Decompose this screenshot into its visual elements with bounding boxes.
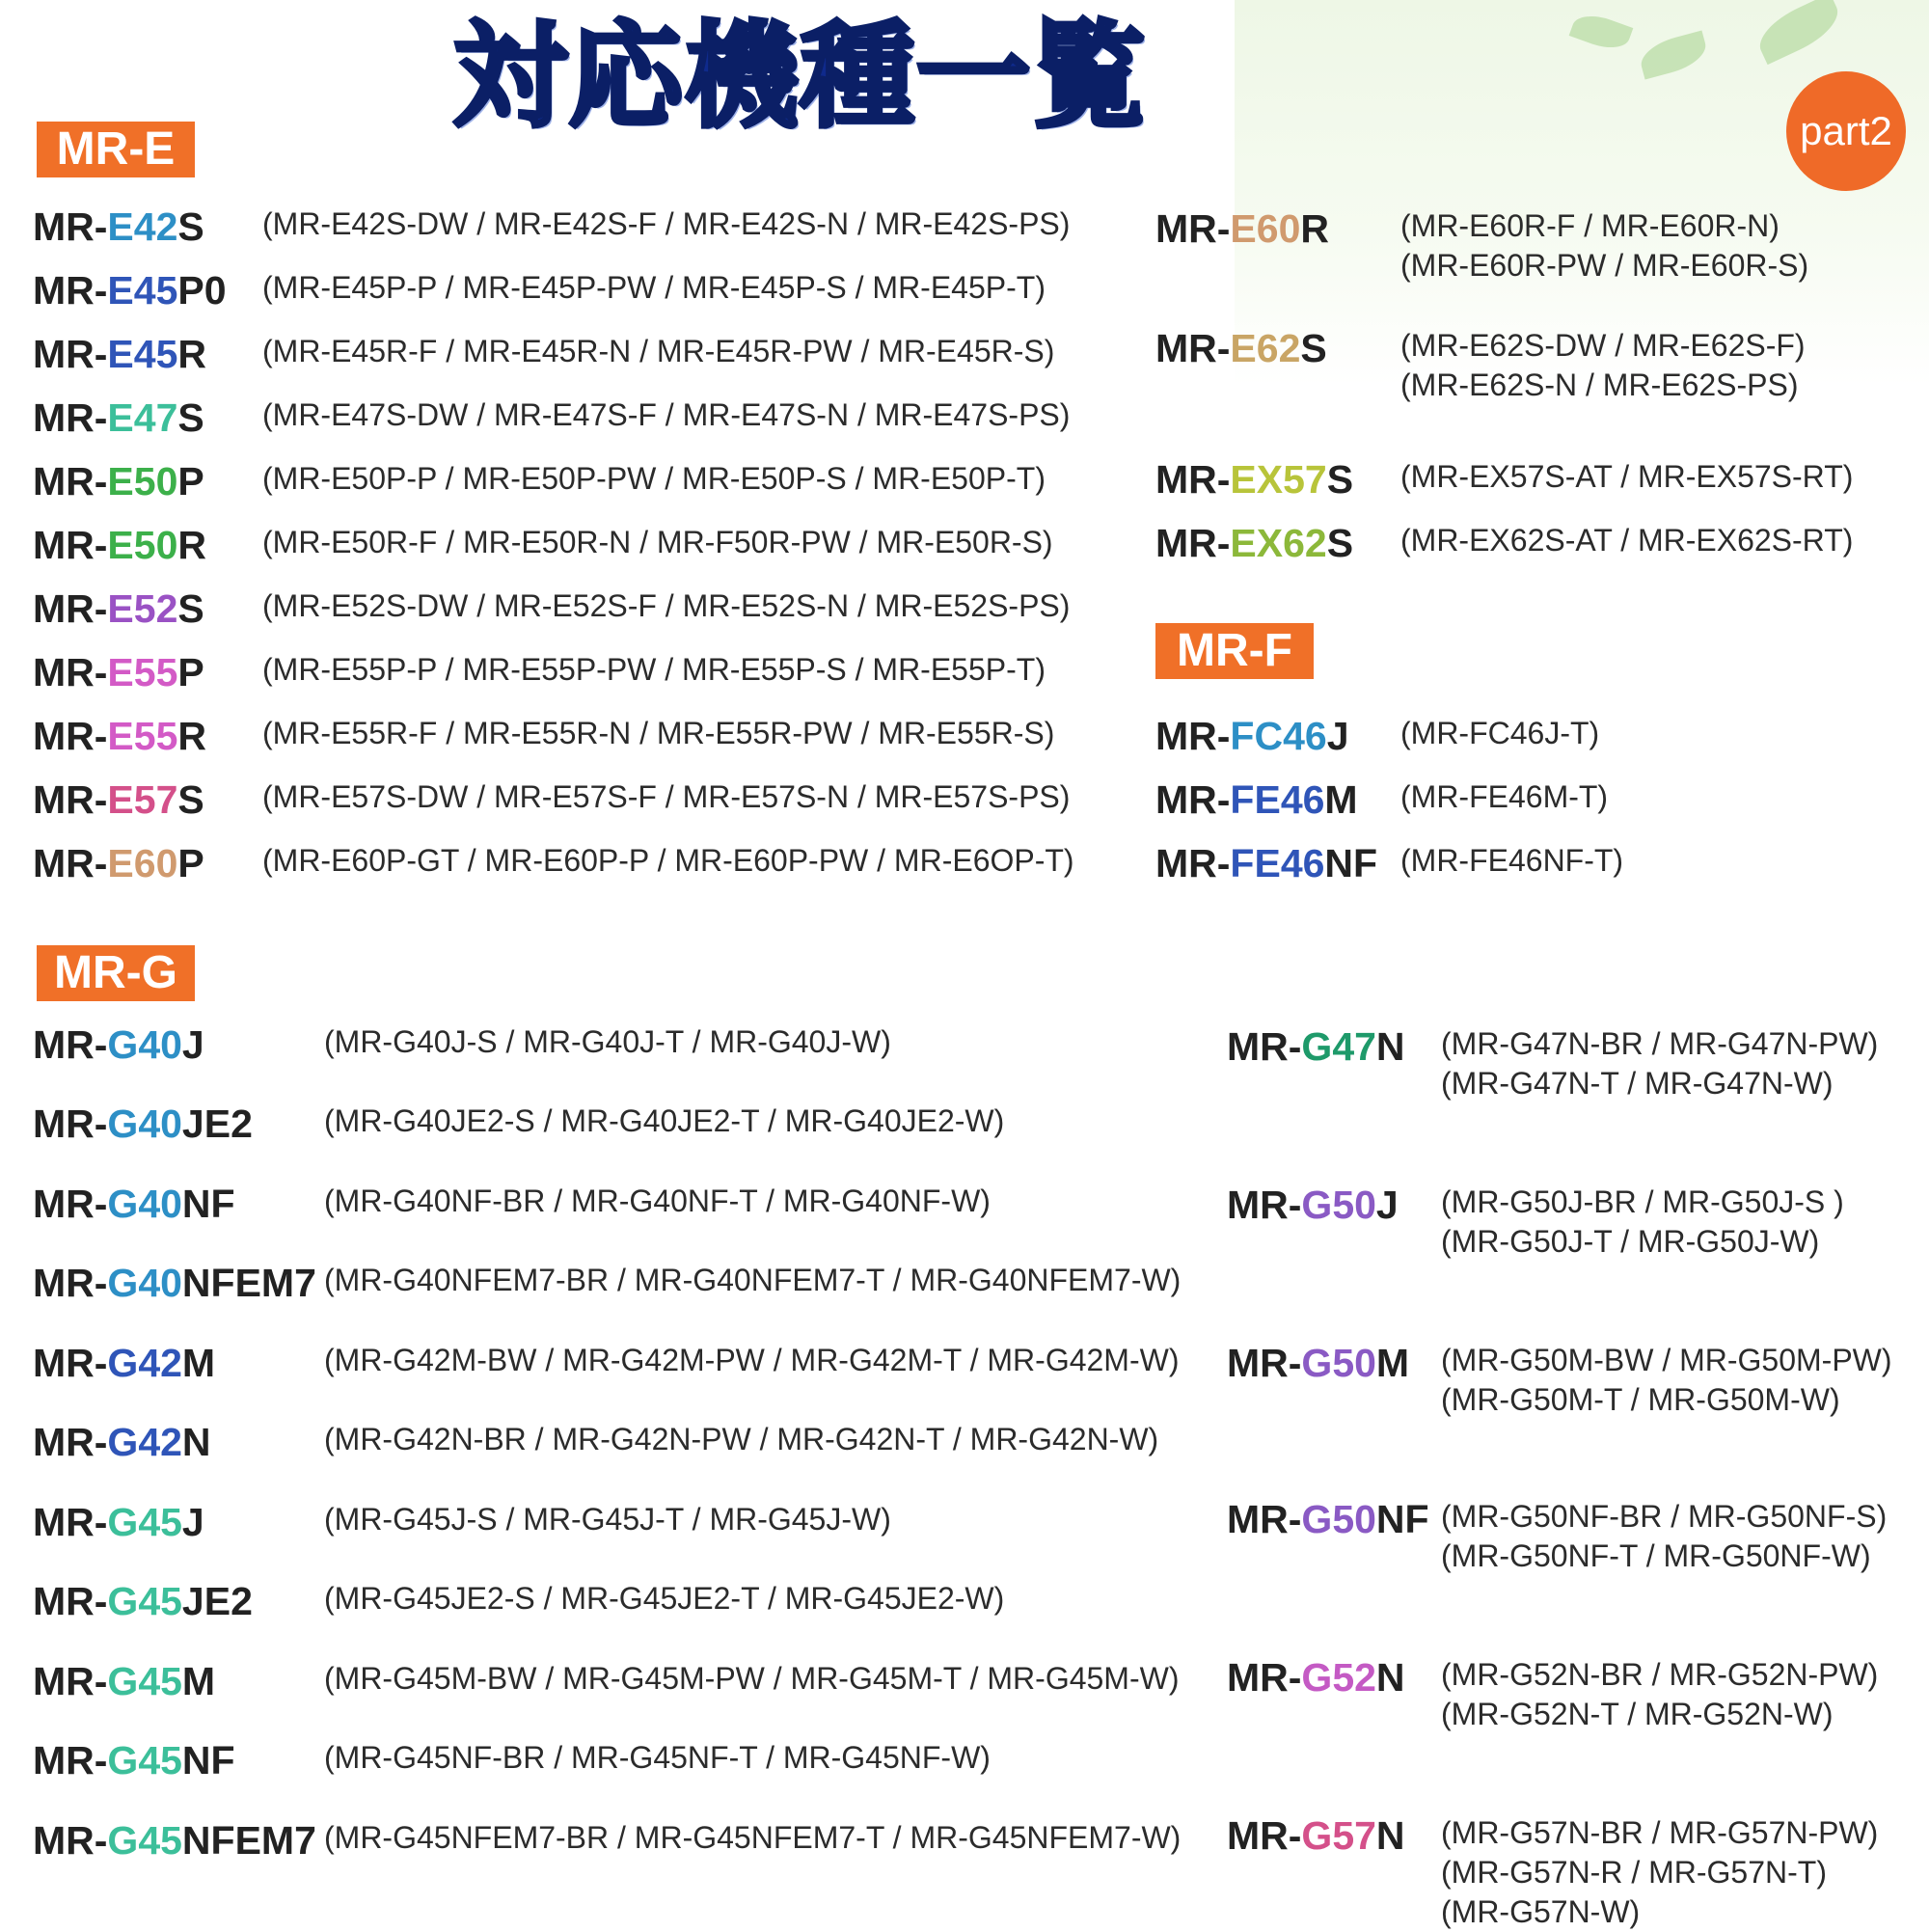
model-prefix: MR-	[33, 1182, 108, 1226]
variant-line: (MR-G45NFEM7-BR / MR-G45NFEM7-T / MR-G45NFEM7-W)	[324, 1820, 1182, 1855]
variant-line: (MR-G45J-S / MR-G45J-T / MR-G45J-W)	[324, 1502, 891, 1537]
model-variants	[324, 1341, 1179, 1380]
variant-line: (MR-E60R-F / MR-E60R-N)	[1400, 208, 1780, 243]
variant-line: (MR-G47N-T / MR-G47N-W)	[1441, 1066, 1834, 1101]
model-variants	[1441, 1024, 1878, 1103]
model-row	[33, 204, 1070, 250]
variant-line: (MR-G50NF-BR / MR-G50NF-S)	[1441, 1499, 1888, 1534]
variant-line: (MR-G40J-S / MR-G40J-T / MR-G40J-W)	[324, 1024, 891, 1059]
model-code: E45	[107, 268, 178, 313]
model-variants	[324, 1579, 1004, 1619]
leaf-decoration	[1752, 0, 1846, 65]
model-prefix: MR-	[1227, 1497, 1302, 1541]
model-row	[33, 1500, 891, 1545]
model-row	[33, 714, 1054, 759]
model-name	[33, 395, 262, 441]
model-code: G45	[107, 1500, 182, 1544]
model-code: E55	[107, 650, 178, 694]
model-name	[33, 1182, 324, 1227]
model-suffix: N	[1375, 1024, 1405, 1069]
variant-line: (MR-G40NFEM7-BR / MR-G40NFEM7-T / MR-G40NFEM7-W)	[324, 1263, 1182, 1297]
variant-line: (MR-G57N-BR / MR-G57N-PW)	[1441, 1815, 1879, 1850]
model-code: E50	[107, 459, 178, 503]
model-name	[33, 586, 262, 632]
model-row	[33, 586, 1070, 632]
model-prefix: MR-	[1227, 1024, 1302, 1069]
variant-line: (MR-G45M-BW / MR-G45M-PW / MR-G45M-T / MR-G45M-W)	[324, 1661, 1180, 1696]
model-row	[33, 777, 1070, 823]
model-row	[1227, 1813, 1878, 1932]
model-row	[1155, 206, 1808, 286]
model-code: G47	[1301, 1024, 1376, 1069]
model-code: G45	[107, 1659, 182, 1703]
model-code: G40	[107, 1102, 182, 1146]
model-suffix: N	[1375, 1655, 1405, 1700]
model-prefix: MR-	[33, 1341, 108, 1385]
model-suffix: JE2	[181, 1579, 253, 1623]
variant-line: (MR-FC46J-T)	[1400, 716, 1600, 750]
model-code: E62	[1230, 326, 1301, 370]
model-row	[33, 1818, 1181, 1864]
model-name	[1227, 1341, 1441, 1386]
model-prefix: MR-	[33, 841, 108, 885]
model-suffix: J	[181, 1500, 204, 1544]
model-code: E45	[107, 332, 178, 376]
model-code: E60	[1230, 206, 1301, 251]
model-suffix: J	[1375, 1183, 1399, 1227]
model-name	[33, 1341, 324, 1386]
model-prefix: MR-	[33, 650, 108, 694]
model-prefix: MR-	[1155, 841, 1231, 885]
leaf-decoration	[1637, 31, 1710, 80]
model-prefix: MR-	[33, 204, 108, 249]
variant-line: (MR-E50P-P / MR-E50P-PW / MR-E50P-S / MR-E50P-T)	[262, 461, 1046, 496]
variant-line: (MR-E60P-GT / MR-E60P-P / MR-E60P-PW / MR-E6OP-T)	[262, 843, 1074, 878]
model-suffix: M	[1375, 1341, 1410, 1385]
model-suffix: P0	[177, 268, 227, 313]
model-name	[1227, 1655, 1441, 1701]
model-variants	[1441, 1341, 1892, 1420]
model-variants	[262, 459, 1046, 499]
model-suffix: S	[177, 777, 204, 822]
model-prefix: MR-	[33, 1738, 108, 1782]
model-row	[33, 1341, 1179, 1386]
model-prefix: MR-	[1155, 457, 1231, 502]
model-code: E52	[107, 586, 178, 631]
model-suffix: N	[1375, 1813, 1405, 1858]
model-name	[1155, 714, 1400, 759]
variant-line: (MR-G50J-T / MR-G50J-W)	[1441, 1224, 1820, 1259]
model-name	[1155, 521, 1400, 566]
model-suffix: P	[177, 650, 204, 694]
model-prefix: MR-	[33, 1420, 108, 1464]
model-prefix: MR-	[33, 523, 108, 567]
model-code: G45	[107, 1738, 182, 1782]
model-prefix: MR-	[33, 1261, 108, 1305]
model-code: G52	[1301, 1655, 1376, 1700]
model-prefix: MR-	[1227, 1813, 1302, 1858]
model-row	[33, 523, 1053, 568]
model-row	[33, 268, 1046, 313]
model-row	[33, 1579, 1004, 1624]
model-row	[1155, 714, 1599, 759]
section-badge-mr-g: MR-G	[37, 945, 195, 1001]
model-name	[33, 332, 262, 377]
model-row	[33, 459, 1046, 504]
model-prefix: MR-	[33, 1500, 108, 1544]
model-name	[33, 459, 262, 504]
model-prefix: MR-	[33, 777, 108, 822]
model-prefix: MR-	[33, 1022, 108, 1067]
model-row	[33, 1182, 991, 1227]
variant-line: (MR-G50M-T / MR-G50M-W)	[1441, 1382, 1840, 1417]
variant-line: (MR-G57N-W)	[1441, 1894, 1641, 1929]
variant-line: (MR-G57N-R / MR-G57N-T)	[1441, 1855, 1827, 1890]
variant-line: (MR-E60R-PW / MR-E60R-S)	[1400, 248, 1809, 283]
model-variants	[324, 1500, 891, 1539]
model-suffix: NF	[1375, 1497, 1429, 1541]
variant-line: (MR-E42S-DW / MR-E42S-F / MR-E42S-N / MR-E42S-PS)	[262, 206, 1071, 241]
model-variants	[324, 1818, 1181, 1858]
model-variants	[1400, 206, 1808, 286]
model-suffix: S	[1300, 326, 1327, 370]
model-suffix: R	[1300, 206, 1329, 251]
model-suffix: NFEM7	[181, 1261, 316, 1305]
model-suffix: NFEM7	[181, 1818, 316, 1863]
variant-line: (MR-G52N-BR / MR-G52N-PW)	[1441, 1657, 1879, 1692]
model-variants	[324, 1182, 991, 1221]
model-row	[1155, 841, 1623, 886]
model-variants	[324, 1102, 1004, 1141]
model-variants	[1400, 521, 1853, 560]
model-suffix: M	[181, 1341, 216, 1385]
model-variants	[262, 841, 1074, 881]
model-prefix: MR-	[1227, 1655, 1302, 1700]
model-prefix: MR-	[1155, 777, 1231, 822]
model-variants	[1400, 841, 1623, 881]
model-variants	[262, 268, 1046, 308]
model-code: EX62	[1230, 521, 1327, 565]
variant-line: (MR-G50J-BR / MR-G50J-S )	[1441, 1184, 1844, 1219]
leaf-decoration	[1569, 9, 1634, 56]
model-name	[33, 1420, 324, 1465]
model-variants	[324, 1022, 891, 1062]
model-prefix: MR-	[1155, 206, 1231, 251]
model-row	[33, 841, 1074, 886]
model-suffix: M	[1324, 777, 1358, 822]
model-name	[1227, 1024, 1441, 1070]
variant-line: (MR-G42M-BW / MR-G42M-PW / MR-G42M-T / MR-G42M-W)	[324, 1343, 1180, 1377]
variant-line: (MR-E52S-DW / MR-E52S-F / MR-E52S-N / MR-E52S-PS)	[262, 588, 1071, 623]
variant-line: (MR-E50R-F / MR-E50R-N / MR-F50R-PW / MR-E50R-S)	[262, 525, 1053, 559]
model-suffix: J	[181, 1022, 204, 1067]
variant-line: (MR-G40JE2-S / MR-G40JE2-T / MR-G40JE2-W)	[324, 1103, 1005, 1138]
variant-line: (MR-G50NF-T / MR-G50NF-W)	[1441, 1538, 1871, 1573]
model-prefix: MR-	[33, 1818, 108, 1863]
model-suffix: S	[177, 204, 204, 249]
model-row	[1227, 1497, 1887, 1576]
model-code: FE46	[1230, 777, 1325, 822]
variant-line: (MR-FE46M-T)	[1400, 779, 1609, 814]
model-name	[1155, 841, 1400, 886]
model-prefix: MR-	[33, 1102, 108, 1146]
model-row	[33, 1102, 1004, 1147]
model-suffix: P	[177, 459, 204, 503]
model-code: G45	[107, 1818, 182, 1863]
model-prefix: MR-	[1155, 521, 1231, 565]
model-variants	[1400, 457, 1853, 497]
model-variants	[262, 777, 1070, 817]
variant-line: (MR-EX57S-AT / MR-EX57S-RT)	[1400, 459, 1854, 494]
model-name	[1155, 326, 1400, 371]
model-prefix: MR-	[33, 714, 108, 758]
variant-line: (MR-E45P-P / MR-E45P-PW / MR-E45P-S / MR-E45P-T)	[262, 270, 1046, 305]
section-badge-mr-f: MR-F	[1155, 623, 1314, 679]
model-prefix: MR-	[1155, 714, 1231, 758]
model-prefix: MR-	[33, 459, 108, 503]
model-suffix: R	[177, 523, 206, 567]
model-row	[1227, 1183, 1844, 1262]
model-row	[1227, 1024, 1878, 1103]
variant-line: (MR-E45R-F / MR-E45R-N / MR-E45R-PW / MR-E45R-S)	[262, 334, 1055, 368]
model-row	[1155, 521, 1853, 566]
model-name	[1155, 457, 1400, 503]
model-name	[33, 1102, 324, 1147]
model-suffix: S	[1326, 521, 1354, 565]
model-variants	[1400, 326, 1806, 405]
part-badge: part2	[1786, 71, 1906, 191]
model-code: G40	[107, 1022, 182, 1067]
model-name	[33, 1818, 324, 1864]
model-name	[33, 268, 262, 313]
model-variants	[1441, 1497, 1887, 1576]
section-badge-mr-e: MR-E	[37, 122, 195, 177]
model-row	[33, 1738, 991, 1783]
variant-line: (MR-G42N-BR / MR-G42N-PW / MR-G42N-T / MR-G42N-W)	[324, 1422, 1159, 1456]
model-suffix: S	[177, 586, 204, 631]
model-suffix: J	[1326, 714, 1349, 758]
model-suffix: NF	[1324, 841, 1378, 885]
variant-line: (MR-G47N-BR / MR-G47N-PW)	[1441, 1026, 1879, 1061]
model-variants	[1441, 1655, 1878, 1734]
model-suffix: S	[1326, 457, 1354, 502]
model-variants	[324, 1420, 1158, 1459]
model-row	[1155, 326, 1806, 405]
model-variants	[324, 1261, 1181, 1300]
model-prefix: MR-	[33, 332, 108, 376]
model-suffix: JE2	[181, 1102, 253, 1146]
variant-line: (MR-E55R-F / MR-E55R-N / MR-E55R-PW / MR-E55R-S)	[262, 716, 1055, 750]
model-row	[33, 1420, 1158, 1465]
model-name	[33, 777, 262, 823]
model-suffix: M	[181, 1659, 216, 1703]
model-suffix: N	[181, 1420, 211, 1464]
model-prefix: MR-	[1227, 1183, 1302, 1227]
variant-line: (MR-E55P-P / MR-E55P-PW / MR-E55P-S / MR-E55P-T)	[262, 652, 1046, 687]
model-variants	[324, 1659, 1179, 1699]
model-suffix: NF	[181, 1738, 235, 1782]
model-code: G42	[107, 1420, 182, 1464]
model-variants	[262, 714, 1054, 753]
model-prefix: MR-	[33, 1659, 108, 1703]
model-variants	[1441, 1813, 1878, 1932]
model-name	[33, 1579, 324, 1624]
variant-line: (MR-G52N-T / MR-G52N-W)	[1441, 1697, 1834, 1731]
model-prefix: MR-	[33, 586, 108, 631]
model-code: E47	[107, 395, 178, 440]
model-suffix: P	[177, 841, 204, 885]
model-variants	[1441, 1183, 1844, 1262]
model-row	[33, 1261, 1181, 1306]
model-row	[33, 650, 1046, 695]
model-suffix: NF	[181, 1182, 235, 1226]
variant-line: (MR-E57S-DW / MR-E57S-F / MR-E57S-N / MR-E57S-PS)	[262, 779, 1071, 814]
model-name	[33, 523, 262, 568]
model-code: E57	[107, 777, 178, 822]
variant-line: (MR-G45NF-BR / MR-G45NF-T / MR-G45NF-W)	[324, 1740, 991, 1775]
model-variants	[262, 586, 1070, 626]
model-name	[1155, 206, 1400, 252]
model-name	[1227, 1813, 1441, 1859]
variant-line: (MR-E47S-DW / MR-E47S-F / MR-E47S-N / MR-E47S-PS)	[262, 397, 1071, 432]
model-code: G50	[1301, 1183, 1376, 1227]
model-variants	[262, 523, 1053, 562]
model-name	[1227, 1497, 1441, 1542]
model-code: G40	[107, 1182, 182, 1226]
model-name	[33, 1022, 324, 1068]
model-code: G42	[107, 1341, 182, 1385]
model-suffix: R	[177, 714, 206, 758]
model-variants	[262, 332, 1054, 371]
model-code: FE46	[1230, 841, 1325, 885]
model-variants	[1400, 777, 1608, 817]
variant-line: (MR-G45JE2-S / MR-G45JE2-T / MR-G45JE2-W)	[324, 1581, 1005, 1616]
model-name	[33, 1659, 324, 1704]
model-prefix: MR-	[33, 268, 108, 313]
model-variants	[262, 650, 1046, 690]
model-prefix: MR-	[1227, 1341, 1302, 1385]
page-title: 対応機種一覧	[453, 10, 1149, 143]
model-name	[33, 204, 262, 250]
model-row	[1155, 777, 1608, 823]
model-name	[33, 1500, 324, 1545]
model-code: E50	[107, 523, 178, 567]
model-suffix: S	[177, 395, 204, 440]
model-code: G50	[1301, 1497, 1376, 1541]
model-code: EX57	[1230, 457, 1327, 502]
variant-line: (MR-G40NF-BR / MR-G40NF-T / MR-G40NF-W)	[324, 1184, 991, 1218]
model-code: G45	[107, 1579, 182, 1623]
model-variants	[1400, 714, 1599, 753]
model-code: E60	[107, 841, 178, 885]
model-row	[33, 1022, 891, 1068]
model-name	[33, 1738, 324, 1783]
model-prefix: MR-	[1155, 326, 1231, 370]
model-variants	[262, 204, 1070, 244]
variant-line: (MR-EX62S-AT / MR-EX62S-RT)	[1400, 523, 1854, 558]
model-code: E55	[107, 714, 178, 758]
model-code: G40	[107, 1261, 182, 1305]
model-name	[33, 714, 262, 759]
variant-line: (MR-G50M-BW / MR-G50M-PW)	[1441, 1343, 1892, 1377]
variant-line: (MR-E62S-N / MR-E62S-PS)	[1400, 367, 1799, 402]
variant-line: (MR-E62S-DW / MR-E62S-F)	[1400, 328, 1806, 363]
model-row	[33, 332, 1054, 377]
model-code: FC46	[1230, 714, 1327, 758]
model-row	[1227, 1341, 1892, 1420]
model-row	[1227, 1655, 1878, 1734]
model-prefix: MR-	[33, 395, 108, 440]
model-row	[33, 395, 1070, 441]
model-name	[1155, 777, 1400, 823]
model-code: G57	[1301, 1813, 1376, 1858]
model-name	[33, 1261, 324, 1306]
model-variants	[262, 395, 1070, 435]
model-prefix: MR-	[33, 1579, 108, 1623]
model-suffix: R	[177, 332, 206, 376]
model-name	[33, 650, 262, 695]
model-code: G50	[1301, 1341, 1376, 1385]
model-name	[1227, 1183, 1441, 1228]
model-name	[33, 841, 262, 886]
model-code: E42	[107, 204, 178, 249]
model-variants	[324, 1738, 991, 1778]
variant-line: (MR-FE46NF-T)	[1400, 843, 1624, 878]
model-row	[1155, 457, 1853, 503]
model-row	[33, 1659, 1179, 1704]
